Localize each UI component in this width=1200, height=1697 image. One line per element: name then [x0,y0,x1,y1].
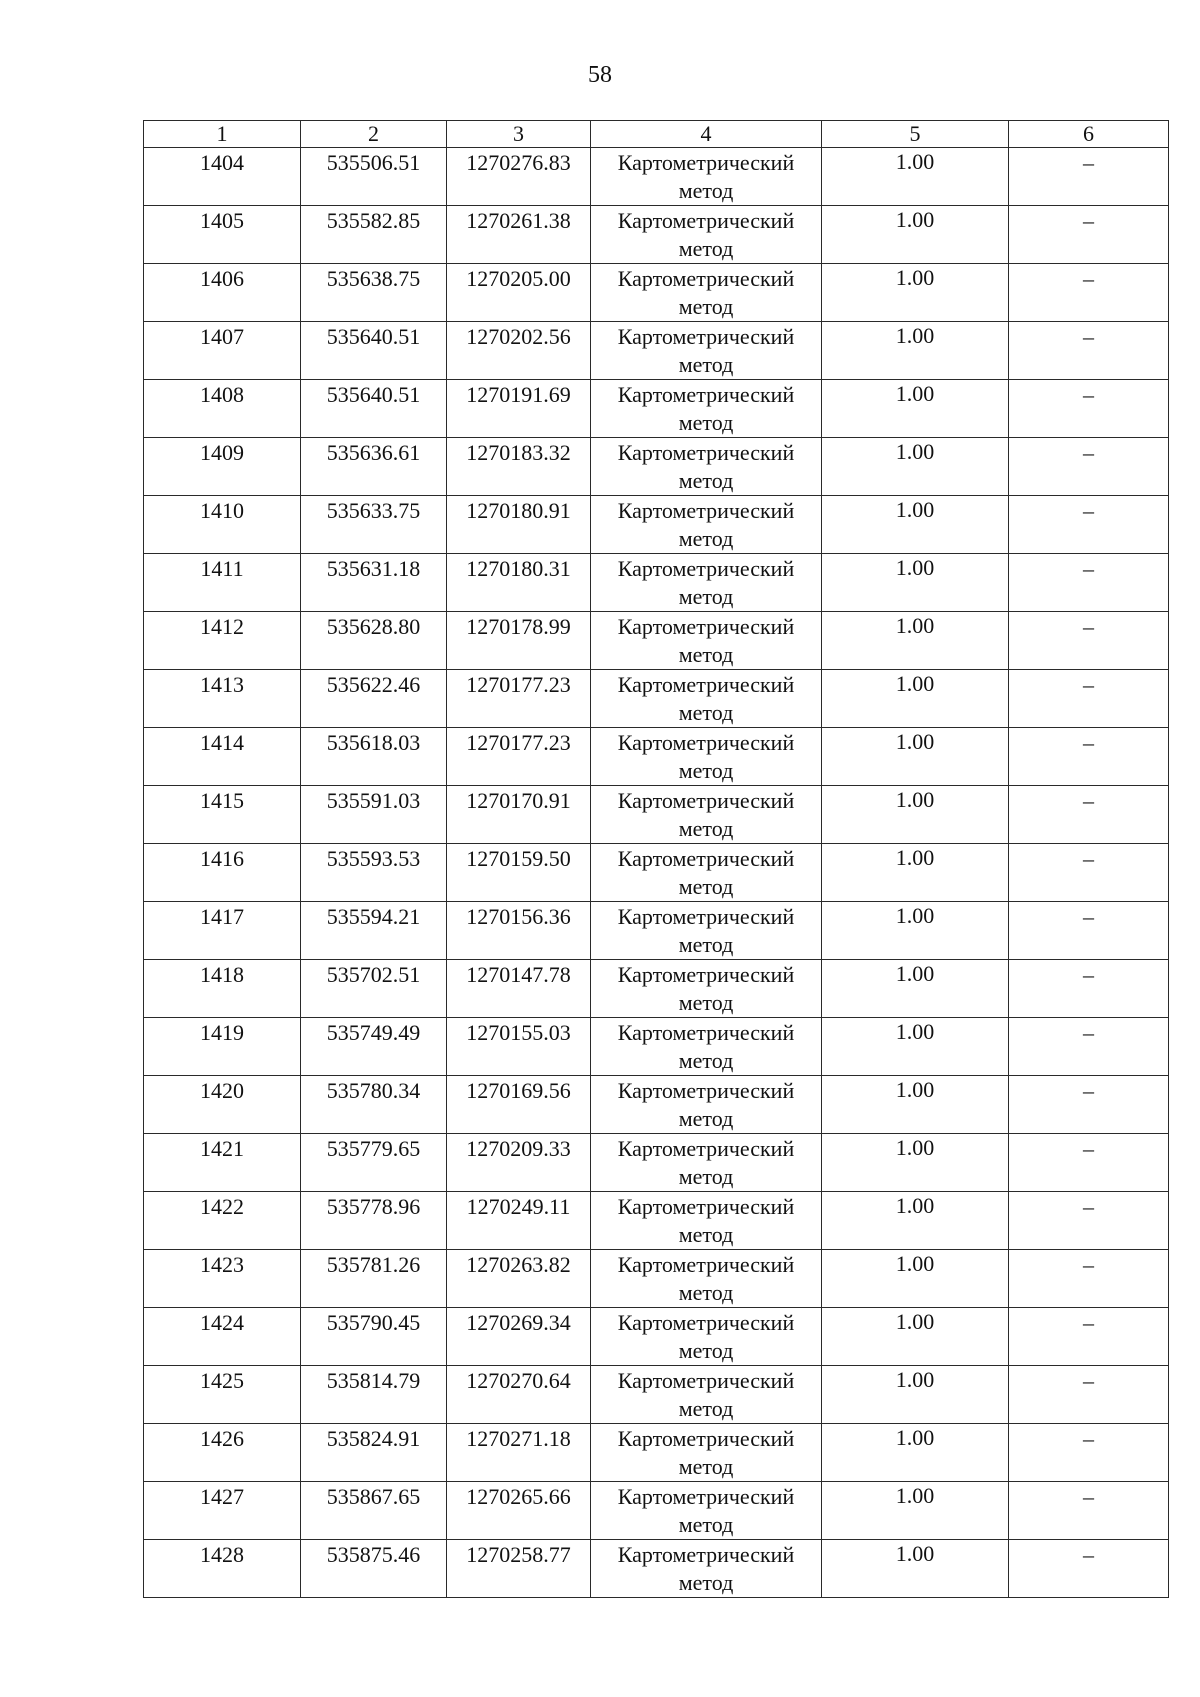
accuracy-cell: 1.00 [822,960,1009,1018]
note-cell: – [1009,1366,1169,1424]
column-header-6: 6 [1009,121,1169,148]
accuracy-cell: 1.00 [822,1192,1009,1250]
accuracy-cell: 1.00 [822,844,1009,902]
y-coordinate-cell: 1270265.66 [447,1482,591,1540]
y-coordinate-cell: 1270159.50 [447,844,591,902]
y-coordinate-cell: 1270180.91 [447,496,591,554]
y-coordinate-cell: 1270271.18 [447,1424,591,1482]
point-number-cell: 1420 [144,1076,301,1134]
note-cell: – [1009,554,1169,612]
point-number-cell: 1410 [144,496,301,554]
note-cell: – [1009,612,1169,670]
point-number-cell: 1421 [144,1134,301,1192]
method-cell: Картометрический метод [591,1192,822,1250]
table-row [144,960,1169,1018]
accuracy-cell: 1.00 [822,322,1009,380]
x-coordinate-cell: 535640.51 [301,322,447,380]
point-number-cell: 1406 [144,264,301,322]
point-number-cell: 1422 [144,1192,301,1250]
accuracy-cell: 1.00 [822,1076,1009,1134]
table-row [144,206,1169,264]
point-number-cell: 1404 [144,148,301,206]
method-cell: Картометрический метод [591,264,822,322]
y-coordinate-cell: 1270276.83 [447,148,591,206]
table-row [144,670,1169,728]
y-coordinate-cell: 1270249.11 [447,1192,591,1250]
accuracy-cell: 1.00 [822,1308,1009,1366]
point-number-cell: 1408 [144,380,301,438]
table-row [144,380,1169,438]
y-coordinate-cell: 1270261.38 [447,206,591,264]
y-coordinate-cell: 1270270.64 [447,1366,591,1424]
accuracy-cell: 1.00 [822,554,1009,612]
note-cell: – [1009,786,1169,844]
coordinates-table [143,120,1169,1598]
accuracy-cell: 1.00 [822,728,1009,786]
point-number-cell: 1415 [144,786,301,844]
point-number-cell: 1426 [144,1424,301,1482]
note-cell: – [1009,148,1169,206]
point-number-cell: 1417 [144,902,301,960]
note-cell: – [1009,496,1169,554]
accuracy-cell: 1.00 [822,670,1009,728]
method-cell: Картометрический метод [591,148,822,206]
accuracy-cell: 1.00 [822,206,1009,264]
method-cell: Картометрический метод [591,438,822,496]
accuracy-cell: 1.00 [822,1134,1009,1192]
x-coordinate-cell: 535778.96 [301,1192,447,1250]
accuracy-cell: 1.00 [822,902,1009,960]
point-number-cell: 1418 [144,960,301,1018]
table-row [144,786,1169,844]
accuracy-cell: 1.00 [822,148,1009,206]
table-row [144,264,1169,322]
accuracy-cell: 1.00 [822,1482,1009,1540]
y-coordinate-cell: 1270269.34 [447,1308,591,1366]
x-coordinate-cell: 535749.49 [301,1018,447,1076]
column-header-3: 3 [447,121,591,148]
method-cell: Картометрический метод [591,1308,822,1366]
table-row [144,1424,1169,1482]
x-coordinate-cell: 535779.65 [301,1134,447,1192]
method-cell: Картометрический метод [591,1076,822,1134]
column-header-2: 2 [301,121,447,148]
method-cell: Картометрический метод [591,670,822,728]
method-cell: Картометрический метод [591,1482,822,1540]
table-row [144,1366,1169,1424]
note-cell: – [1009,1134,1169,1192]
note-cell: – [1009,902,1169,960]
table-row [144,1134,1169,1192]
x-coordinate-cell: 535591.03 [301,786,447,844]
x-coordinate-cell: 535867.65 [301,1482,447,1540]
x-coordinate-cell: 535640.51 [301,380,447,438]
method-cell: Картометрический метод [591,206,822,264]
method-cell: Картометрический метод [591,844,822,902]
accuracy-cell: 1.00 [822,1424,1009,1482]
x-coordinate-cell: 535506.51 [301,148,447,206]
note-cell: – [1009,844,1169,902]
method-cell: Картометрический метод [591,728,822,786]
note-cell: – [1009,206,1169,264]
x-coordinate-cell: 535582.85 [301,206,447,264]
note-cell: – [1009,1250,1169,1308]
accuracy-cell: 1.00 [822,496,1009,554]
point-number-cell: 1424 [144,1308,301,1366]
point-number-cell: 1411 [144,554,301,612]
note-cell: – [1009,1424,1169,1482]
x-coordinate-cell: 535618.03 [301,728,447,786]
point-number-cell: 1427 [144,1482,301,1540]
y-coordinate-cell: 1270180.31 [447,554,591,612]
y-coordinate-cell: 1270191.69 [447,380,591,438]
accuracy-cell: 1.00 [822,264,1009,322]
x-coordinate-cell: 535702.51 [301,960,447,1018]
y-coordinate-cell: 1270258.77 [447,1540,591,1598]
accuracy-cell: 1.00 [822,1018,1009,1076]
method-cell: Картометрический метод [591,380,822,438]
accuracy-cell: 1.00 [822,1540,1009,1598]
note-cell: – [1009,670,1169,728]
x-coordinate-cell: 535622.46 [301,670,447,728]
table-row [144,1308,1169,1366]
y-coordinate-cell: 1270202.56 [447,322,591,380]
accuracy-cell: 1.00 [822,380,1009,438]
y-coordinate-cell: 1270177.23 [447,670,591,728]
x-coordinate-cell: 535636.61 [301,438,447,496]
y-coordinate-cell: 1270183.32 [447,438,591,496]
table-row [144,844,1169,902]
y-coordinate-cell: 1270170.91 [447,786,591,844]
y-coordinate-cell: 1270178.99 [447,612,591,670]
x-coordinate-cell: 535875.46 [301,1540,447,1598]
x-coordinate-cell: 535781.26 [301,1250,447,1308]
table-row [144,902,1169,960]
note-cell: – [1009,380,1169,438]
x-coordinate-cell: 535594.21 [301,902,447,960]
x-coordinate-cell: 535814.79 [301,1366,447,1424]
table-row [144,322,1169,380]
point-number-cell: 1407 [144,322,301,380]
method-cell: Картометрический метод [591,786,822,844]
header-row [144,121,1169,148]
note-cell: – [1009,1540,1169,1598]
note-cell: – [1009,1076,1169,1134]
y-coordinate-cell: 1270169.56 [447,1076,591,1134]
point-number-cell: 1416 [144,844,301,902]
method-cell: Картометрический метод [591,1018,822,1076]
table-row [144,148,1169,206]
method-cell: Картометрический метод [591,554,822,612]
column-header-1: 1 [144,121,301,148]
point-number-cell: 1428 [144,1540,301,1598]
accuracy-cell: 1.00 [822,438,1009,496]
point-number-cell: 1412 [144,612,301,670]
x-coordinate-cell: 535638.75 [301,264,447,322]
x-coordinate-cell: 535790.45 [301,1308,447,1366]
point-number-cell: 1419 [144,1018,301,1076]
method-cell: Картометрический метод [591,1250,822,1308]
accuracy-cell: 1.00 [822,786,1009,844]
method-cell: Картометрический метод [591,1366,822,1424]
method-cell: Картометрический метод [591,960,822,1018]
table-row [144,438,1169,496]
note-cell: – [1009,1018,1169,1076]
y-coordinate-cell: 1270177.23 [447,728,591,786]
note-cell: – [1009,322,1169,380]
y-coordinate-cell: 1270205.00 [447,264,591,322]
table-row [144,1482,1169,1540]
point-number-cell: 1405 [144,206,301,264]
page-number: 58 [588,62,612,88]
note-cell: – [1009,264,1169,322]
x-coordinate-cell: 535780.34 [301,1076,447,1134]
point-number-cell: 1413 [144,670,301,728]
note-cell: – [1009,1482,1169,1540]
table-row [144,1018,1169,1076]
y-coordinate-cell: 1270156.36 [447,902,591,960]
x-coordinate-cell: 535824.91 [301,1424,447,1482]
note-cell: – [1009,1192,1169,1250]
point-number-cell: 1423 [144,1250,301,1308]
note-cell: – [1009,960,1169,1018]
y-coordinate-cell: 1270155.03 [447,1018,591,1076]
x-coordinate-cell: 535633.75 [301,496,447,554]
point-number-cell: 1425 [144,1366,301,1424]
table-row [144,1192,1169,1250]
y-coordinate-cell: 1270263.82 [447,1250,591,1308]
method-cell: Картометрический метод [591,322,822,380]
table-row [144,496,1169,554]
note-cell: – [1009,728,1169,786]
x-coordinate-cell: 535631.18 [301,554,447,612]
table-row [144,1250,1169,1308]
note-cell: – [1009,438,1169,496]
method-cell: Картометрический метод [591,1424,822,1482]
x-coordinate-cell: 535593.53 [301,844,447,902]
table-row [144,1076,1169,1134]
note-cell: – [1009,1308,1169,1366]
accuracy-cell: 1.00 [822,1366,1009,1424]
y-coordinate-cell: 1270209.33 [447,1134,591,1192]
method-cell: Картометрический метод [591,1540,822,1598]
table-row [144,1540,1169,1598]
table-row [144,612,1169,670]
accuracy-cell: 1.00 [822,612,1009,670]
table-row [144,728,1169,786]
column-header-5: 5 [822,121,1009,148]
column-header-4: 4 [591,121,822,148]
method-cell: Картометрический метод [591,496,822,554]
accuracy-cell: 1.00 [822,1250,1009,1308]
table-body [144,121,1169,1598]
point-number-cell: 1414 [144,728,301,786]
point-number-cell: 1409 [144,438,301,496]
table-row [144,554,1169,612]
method-cell: Картометрический метод [591,1134,822,1192]
x-coordinate-cell: 535628.80 [301,612,447,670]
y-coordinate-cell: 1270147.78 [447,960,591,1018]
method-cell: Картометрический метод [591,612,822,670]
method-cell: Картометрический метод [591,902,822,960]
